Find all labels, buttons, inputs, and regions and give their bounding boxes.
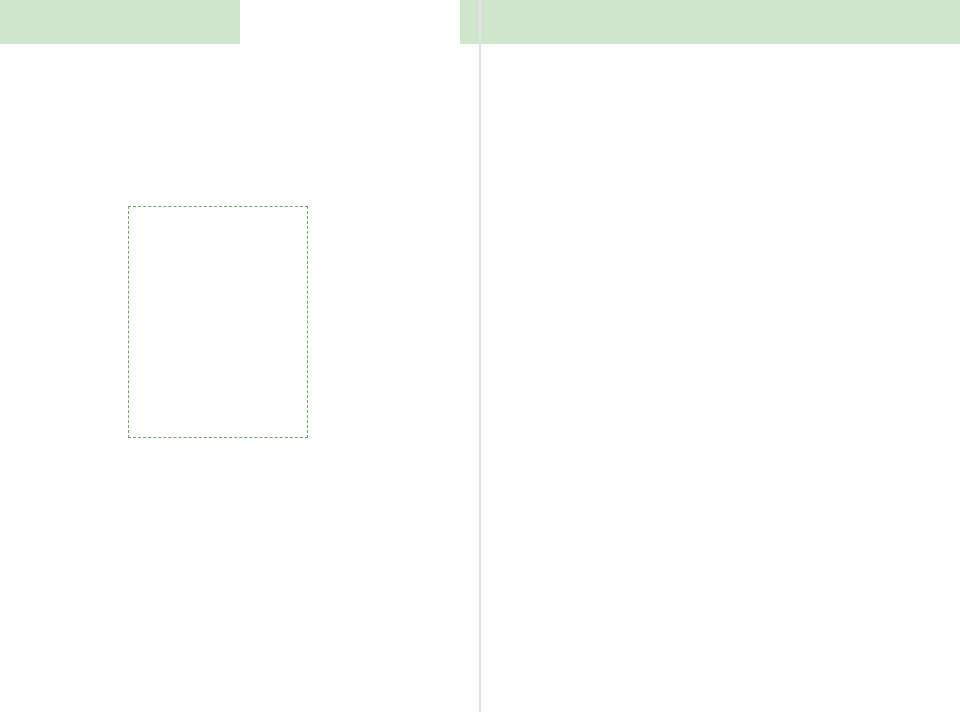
left-page-header-band	[0, 0, 240, 44]
left-page	[10, 56, 470, 676]
right-page-header-band	[460, 0, 960, 44]
right-page-column-2	[728, 56, 948, 656]
page-gutter	[479, 0, 481, 712]
right-page-column-1	[490, 56, 710, 656]
right-page	[490, 56, 950, 676]
fact-box	[128, 206, 308, 438]
